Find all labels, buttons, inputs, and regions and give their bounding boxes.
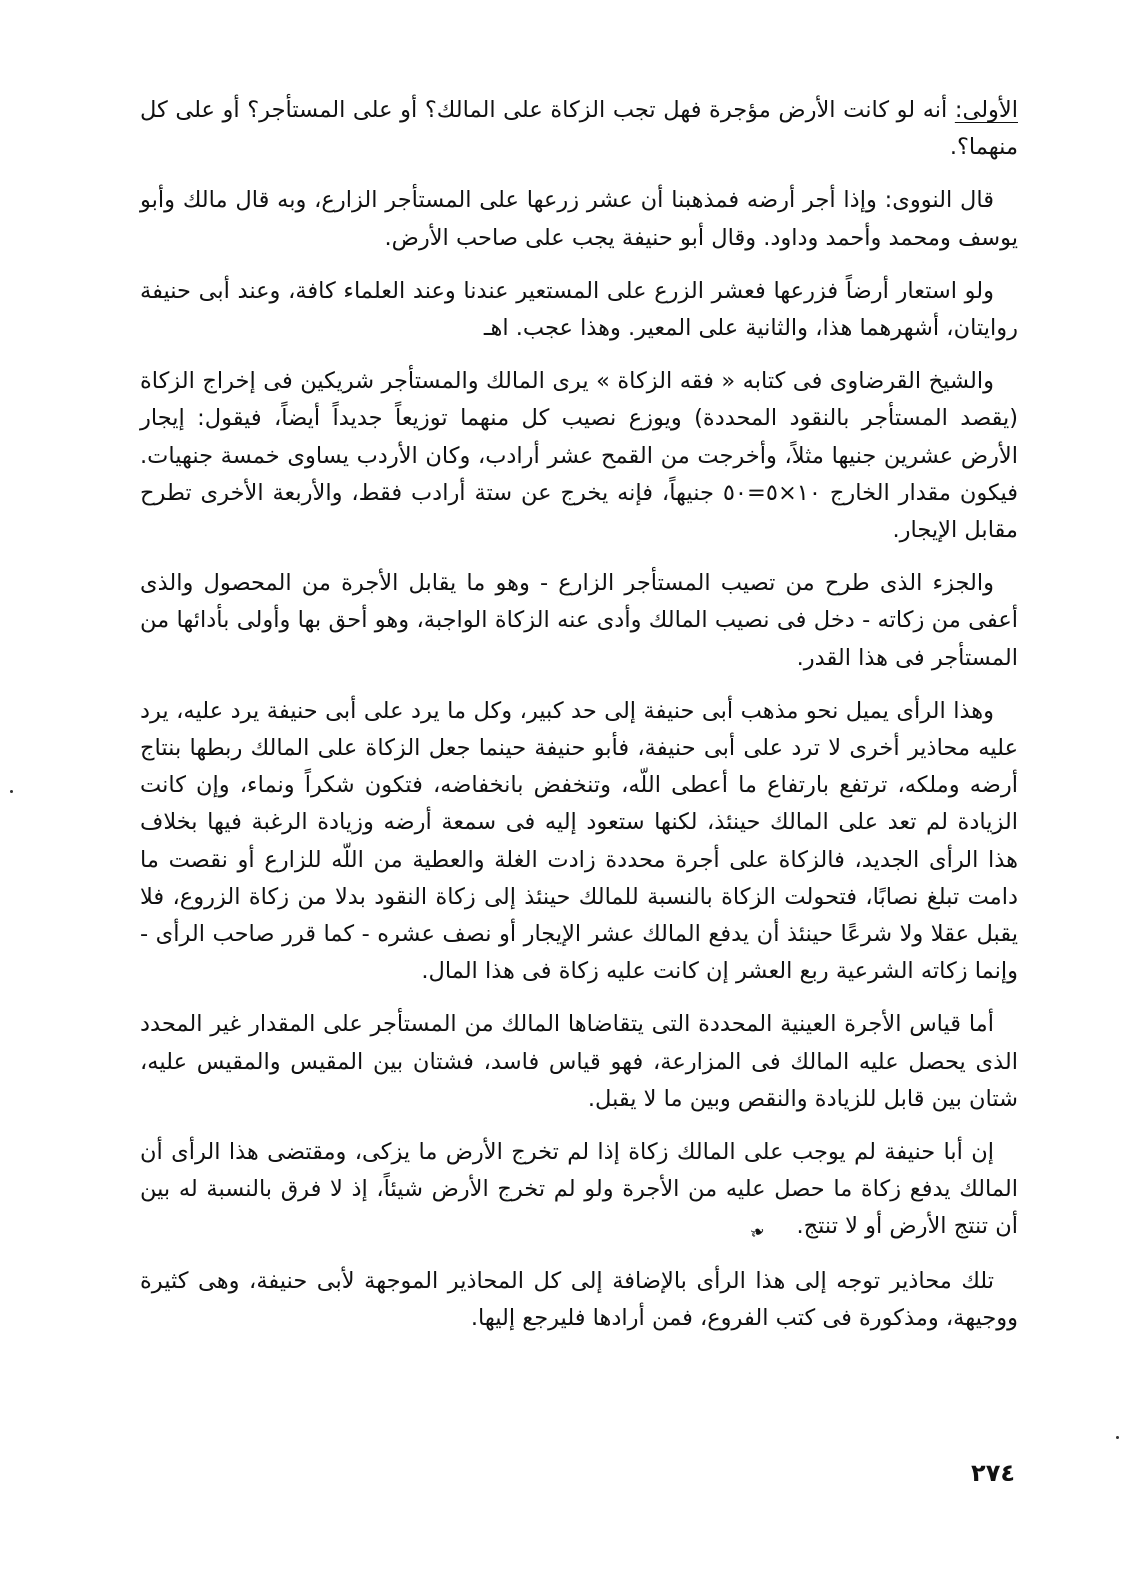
paragraph-5: والجزء الذى طرح من تصيب المستأجر الزارع - وهو ما يقابل الأجرة من المحصول والذى أعفى من زكاته - دخل فى نصيب المالك وأدى عنه الزكاة الواجبة، وهو أحق بها وأولى بأدائها من المستأجر فى هذا القدر. — [140, 570, 1018, 671]
paragraph-8 — [140, 1134, 1018, 1247]
paragraph-1-text: أنه لو كانت الأرض مؤجرة فهل تجب الزكاة على المالك؟ أو على المستأجر؟ أو على كل منهما؟. — [140, 97, 1018, 161]
paragraph-2: قال النووى: وإذا أجر أرضه فمذهبنا أن عشر زرعها على المستأجر الزارع، وبه قال مالك وأبو يوسف ومحمد وأحمد وداود. وقال أبو حنيفة يجب على صاحب الأرض. — [140, 187, 1018, 251]
page-body-text — [140, 92, 1018, 1353]
scan-speck — [1116, 1436, 1119, 1439]
paragraph-8-text: إن أبا حنيفة لم يوجب على المالك زكاة إذا لم تخرج الأرض ما يزكى، ومقتضى هذا الرأى أن المالك يدفع زكاة ما حصل عليه من الأجرة ولو لم تخرج الأرض شيئاً، إذ لا فرق بالنسبة له بين أن تنتج الأرض أو لا تنتج. — [140, 1139, 1018, 1240]
scan-speck — [10, 790, 13, 793]
paragraph-7: أما قياس الأجرة العينية المحددة التى يتقاضاها المالك من المستأجر على المقدار غير المحدد الذى يحصل عليه المالك فى المزارعة، فهو قياس فاسد، فشتان بين المقيس والمقيس عليه، شتان بين قابل للزيادة والنقص وبين ما لا يقبل. — [140, 1011, 1018, 1112]
paragraph-9: تلك محاذير توجه إلى هذا الرأى بالإضافة إلى كل المحاذير الموجهة لأبى حنيفة، وهى كثيرة ووجيهة، ومذكورة فى كتب الفروع، فمن أرادها فليرجع إليها. — [140, 1267, 1018, 1331]
paragraph-label: الأولى: — [954, 97, 1018, 123]
paragraph-4: والشيخ القرضاوى فى كتابه « فقه الزكاة » يرى المالك والمستأجر شريكين فى إخراج الزكاة (يقصد المستأجر بالنقود المحددة) ويوزع نصيب كل منهما توزيعاً جديداً أيضاً، فيقول: إيجار الأرض عشرين جنيها مثلاً، وأخرجت من القمح عشر أرادب، وكان الأردب يساوى خمسة جنهيات. فيكون مقدار الخارج ١٠×٥=٥٠ جنيهاً، فإنه يخرج عن ستة أرادب فقط، والأربعة الأخرى تطرح مقابل الإيجار. — [140, 368, 1018, 544]
paragraph-1 — [140, 92, 1018, 166]
page-number: ٢٧٤ — [971, 1459, 1015, 1487]
ornament-icon: ❧ — [746, 1220, 770, 1246]
paragraph-3: ولو استعار أرضاً فزرعها فعشر الزرع على المستعير عندنا وعند العلماء كافة، وعند أبى حنيفة روايتان، أشهرهما هذا، والثانية على المعير. وهذا عجب. اهـ — [140, 277, 1018, 342]
paragraph-6: وهذا الرأى يميل نحو مذهب أبى حنيفة إلى حد كبير، وكل ما يرد على أبى حنيفة يرد عليه، يرد عليه محاذير أخرى لا ترد على أبى حنيفة، فأبو حنيفة حينما جعل الزكاة على المالك ربطها بنتاج أرضه وملكه، ترتفع بارتفاع ما أعطى اللّه، وتنخفض بانخفاضه، فتكون شكراً ونماء، وإن كانت الزيادة لم تعد على المالك حينئذ، لكنها ستعود إليه فى سمعة أرضه وزيادة الرغبة فيها بخلاف هذا الرأى الجديد، فالزكاة على أجرة محددة زادت الغلة والعطية من اللّه للزارع أو نقصت ما دامت تبلغ نصابًا، فتحولت الزكاة بالنسبة للمالك حينئذ إلى زكاة النقود بدلا من زكاة الزروع، فلا يقبل عقلا ولا شرعًا حينئذ أن يدفع المالك عشر الإيجار أو نصف عشره - كما قرر صاحب الرأى - وإنما زكاته الشرعية ربع العشر إن كانت عليه زكاة فى هذا المال. — [140, 697, 1018, 985]
